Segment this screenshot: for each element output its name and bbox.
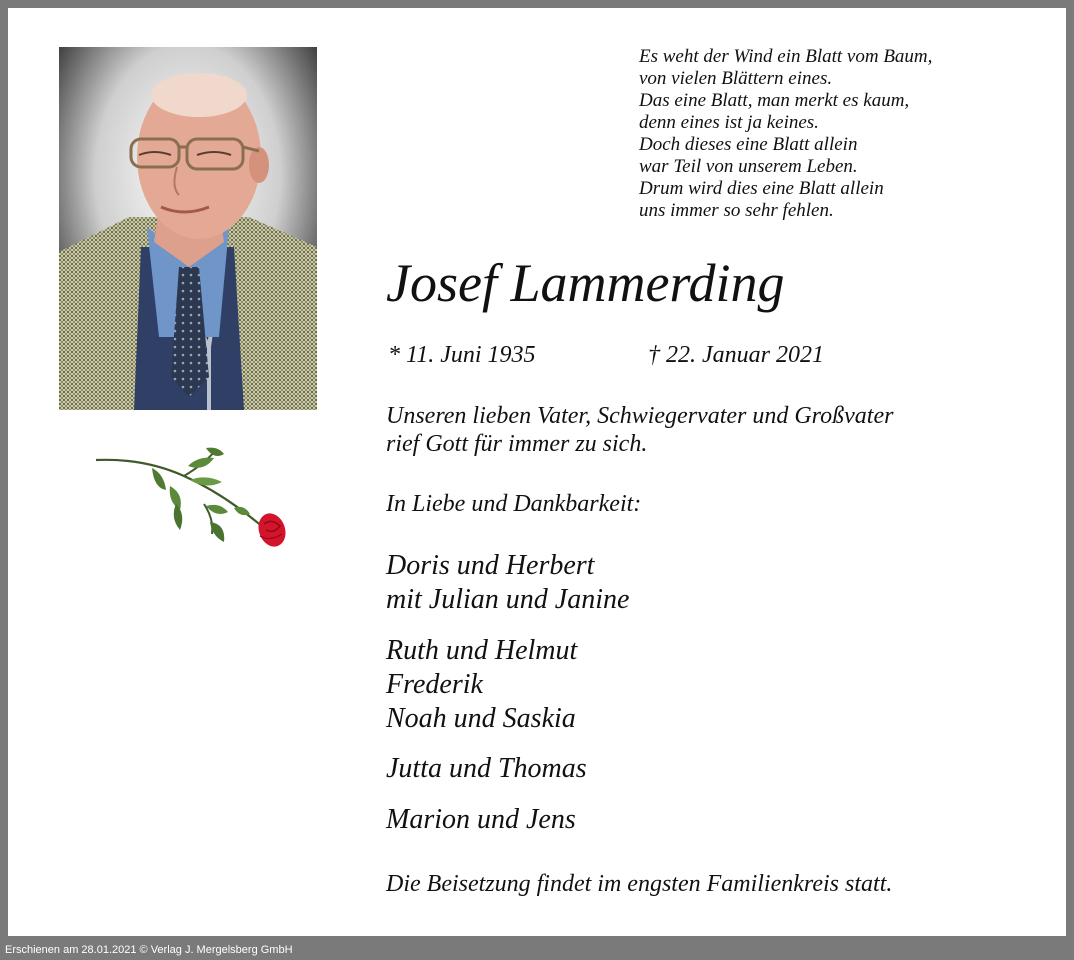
poem-line: Drum wird dies eine Blatt allein (639, 178, 884, 199)
poem-line: denn eines ist ja keines. (639, 112, 819, 133)
publication-footer: Erschienen am 28.01.2021 © Verlag J. Mergelsberg GmbH (5, 944, 293, 956)
family-member: Doris und Herbert (386, 550, 595, 581)
poem-line: Das eine Blatt, man merkt es kaum, (639, 90, 910, 111)
family-group (386, 752, 587, 786)
burial-notice: Die Beisetzung findet im engsten Familienkreis statt. (386, 871, 893, 897)
poem-line: war Teil von unserem Leben. (639, 156, 858, 177)
family-member: Jutta und Thomas (386, 753, 587, 784)
birth-date: * 11. Juni 1935 (388, 342, 536, 368)
portrait-photo (59, 47, 317, 410)
intro-text (386, 402, 893, 458)
death-date: † 22. Januar 2021 (648, 342, 824, 368)
family-member: Marion und Jens (386, 804, 576, 835)
family-member: Ruth und Helmut (386, 635, 578, 666)
poem (639, 46, 932, 222)
poem-line: Doch dieses eine Blatt allein (639, 134, 858, 155)
family-member: Frederik (386, 669, 483, 700)
poem-line: Es weht der Wind ein Blatt vom Baum, (639, 46, 933, 67)
family-member: mit Julian und Janine (386, 584, 630, 615)
family-group (386, 803, 576, 837)
obituary-card (8, 8, 1066, 936)
intro-line: rief Gott für immer zu sich. (386, 431, 648, 457)
family-group (386, 549, 629, 617)
poem-line: uns immer so sehr fehlen. (639, 200, 834, 221)
family-member: Noah und Saskia (386, 703, 576, 734)
portrait-illustration (59, 47, 317, 410)
intro-line: Unseren lieben Vater, Schwiegervater und Großvater (386, 403, 894, 429)
deceased-name: Josef Lammerding (386, 253, 785, 313)
red-rose-icon (94, 444, 286, 554)
thanks-text: In Liebe und Dankbarkeit: (386, 491, 642, 517)
poem-line: von vielen Blättern eines. (639, 68, 833, 89)
family-group (386, 634, 577, 736)
